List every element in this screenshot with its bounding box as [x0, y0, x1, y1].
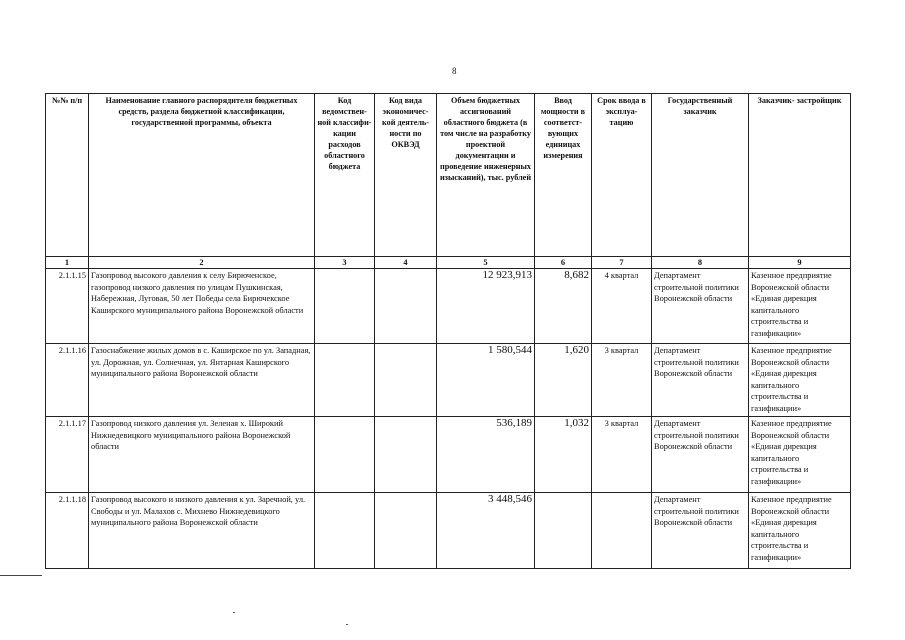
dept-code-cell — [315, 417, 375, 493]
volume-cell: 12 923,913 — [437, 269, 535, 344]
term-cell: 3 квартал — [592, 344, 652, 417]
page-number: 8 — [452, 66, 457, 76]
header-customer: Государственный заказчик — [652, 94, 749, 257]
object-name: Газопровод низкого давления ул. Зеленая х. Широкий Нижнедевицкого муниципального района Воронежской области — [89, 417, 315, 493]
scan-speck — [233, 612, 235, 613]
header-dept-code: Код ведомствен- ной классифи- кации расходов областного бюджета — [315, 94, 375, 257]
table-row — [46, 344, 851, 417]
column-number: 5 — [437, 257, 535, 269]
scan-speck — [346, 624, 348, 625]
header-volume: Объем бюджетных ассигнований областного бюджета (в том числе на разработку проектной документации и проведение инженерных изысканий), тыс. рублей — [437, 94, 535, 257]
object-name: Газопровод высокого давления к селу Бирюченское, газопровод низкого давления по улицам Пушкинская, Набережная, Луговая, 50 лет Победы села Бирючекское Каширского муниципального района Воронежской области — [89, 269, 315, 344]
capacity-cell: 1,032 — [535, 417, 592, 493]
header-term: Срок ввода в эксплуа- тацию — [592, 94, 652, 257]
capacity-cell: 8,682 — [535, 269, 592, 344]
developer-cell: Казенное предприятие Воронежской области «Единая дирекция капитального строительства и газификации» — [749, 493, 851, 569]
customer-cell: Департамент строительной политики Воронежской области — [652, 269, 749, 344]
volume-cell: 536,189 — [437, 417, 535, 493]
table-row — [46, 493, 851, 569]
table-row — [46, 269, 851, 344]
capacity-cell: 1,620 — [535, 344, 592, 417]
header-capacity: Ввод мощности в соответст- вующих единицах измерения — [535, 94, 592, 257]
okved-cell — [375, 344, 437, 417]
column-number: 9 — [749, 257, 851, 269]
row-number: 2.1.1.16 — [46, 344, 89, 417]
developer-cell: Казенное предприятие Воронежской области «Единая дирекция капитального строительства и газификации» — [749, 344, 851, 417]
header-name: Наименование главного распорядителя бюджетных средств, раздела бюджетной классификации, государственной программы, объекта — [89, 94, 315, 257]
volume-cell: 3 448,546 — [437, 493, 535, 569]
developer-cell: Казенное предприятие Воронежской области «Единая дирекция капитального строительства и газификации» — [749, 269, 851, 344]
row-number: 2.1.1.15 — [46, 269, 89, 344]
capacity-cell — [535, 493, 592, 569]
customer-cell: Департамент строительной политики Воронежской области — [652, 493, 749, 569]
header-num: №№ п/п — [46, 94, 89, 257]
term-cell — [592, 493, 652, 569]
customer-cell: Департамент строительной политики Воронежской области — [652, 417, 749, 493]
header-developer: Заказчик- застройщик — [749, 94, 851, 257]
okved-cell — [375, 493, 437, 569]
column-number: 4 — [375, 257, 437, 269]
object-name: Газоснабжение жилых домов в с. Каширское по ул. Западная, ул. Дорожная, ул. Солнечная, ул. Янтарная Каширского муниципального района Воронежской области — [89, 344, 315, 417]
okved-cell — [375, 417, 437, 493]
column-number: 6 — [535, 257, 592, 269]
column-number: 2 — [89, 257, 315, 269]
scan-mark-line — [0, 575, 42, 576]
budget-objects-table — [45, 93, 851, 569]
row-number: 2.1.1.17 — [46, 417, 89, 493]
column-number: 3 — [315, 257, 375, 269]
column-number: 1 — [46, 257, 89, 269]
row-number: 2.1.1.18 — [46, 493, 89, 569]
header-row — [46, 94, 851, 257]
column-number: 8 — [652, 257, 749, 269]
okved-cell — [375, 269, 437, 344]
term-cell: 4 квартал — [592, 269, 652, 344]
column-number: 7 — [592, 257, 652, 269]
dept-code-cell — [315, 344, 375, 417]
dept-code-cell — [315, 269, 375, 344]
customer-cell: Департамент строительной политики Воронежской области — [652, 344, 749, 417]
table-row — [46, 417, 851, 493]
column-numbers-row — [46, 257, 851, 269]
dept-code-cell — [315, 493, 375, 569]
object-name: Газопровод высокого и низкого давления к ул. Заречной, ул. Свободы и ул. Малахов с. Михнево Нижнедевицкого муниципального района Воронежской области — [89, 493, 315, 569]
developer-cell: Казенное предприятие Воронежской области «Единая дирекция капитального строительства и газификации» — [749, 417, 851, 493]
volume-cell: 1 580,544 — [437, 344, 535, 417]
header-okved: Код вида экономичес- кой деятель- ности по ОКВЭД — [375, 94, 437, 257]
term-cell: 3 квартал — [592, 417, 652, 493]
